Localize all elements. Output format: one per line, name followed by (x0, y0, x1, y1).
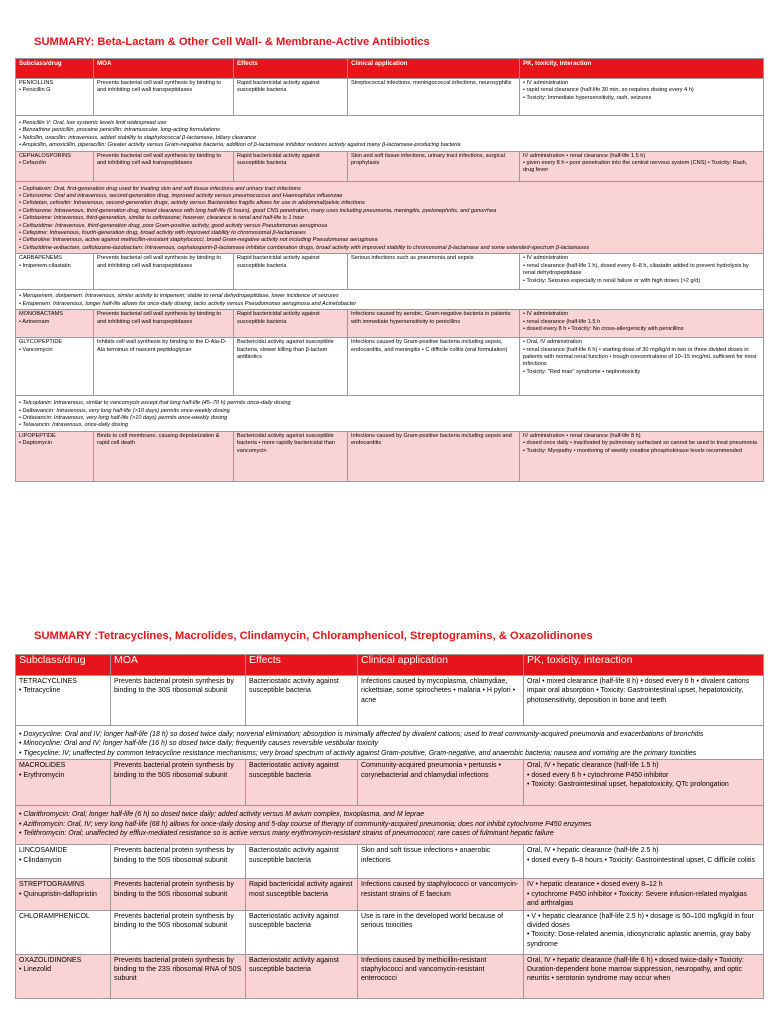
pk-cell (520, 151, 764, 181)
effects-cell: Bactericidal activity against susceptible bacteria, slower killing than β-lactam antibiotics (234, 338, 348, 396)
note-line: • Ertapenem: Intravenous, longer half-life allows for once-daily dosing, lacks activity versus Pseudomonas aeruginosa and Acinetobacter (19, 300, 357, 307)
notes-cell (16, 396, 764, 432)
note-line: • Ceftriaxone: Intravenous, third-generation drug, mixed clearance with long half-life (6 hours), good CNS penetration, many uses including pneumonia, meningitis, pyelonephritis, and gonorrhea (19, 207, 497, 214)
pk-cell: Oral, IV • hepatic clearance (half-life 6 h) • dosed twice-daily • Toxicity: Duration-dependent bone marrow suppression, neuropathy, and optic neuritis • serotonin syndrome may occur when (524, 954, 764, 998)
table-row-lincosamide (16, 845, 764, 879)
note-line: • Telavancin: Intravenous, once-daily dosing (19, 422, 129, 429)
pk-line: • Toxicity: Gastrointestinal upset, hepatotoxicity, QTc prolongation (527, 781, 729, 789)
pk-line: • IV administration (523, 255, 569, 262)
drug-name: • Clindamycin (19, 856, 62, 864)
drug-name: • Linezolid (19, 966, 52, 974)
summary1-table (15, 58, 764, 482)
moa-cell: Prevents bacterial protein synthesis by binding to the 50S ribosomal subunit (111, 760, 246, 806)
notes-row-cephalosporins (16, 181, 764, 254)
pk-line: • renal clearance (half-life 6 h) • starting dose of 30 mg/kg/d in two or three divided doses in patients with normal renal function • trough concentrations of 10–15 mcg/mL sufficient for most infections (523, 346, 757, 368)
pk-cell (524, 845, 764, 879)
clinical-cell: Infections caused by methicillin-resistant staphylococci and vancomycin-resistant enterococci (358, 954, 524, 998)
pk-cell (520, 79, 764, 116)
moa-cell: Prevents bacterial cell wall synthesis by binding to and inhibiting cell wall transpeptidases (94, 79, 234, 116)
moa-cell: Prevents bacterial protein synthesis by binding to the 50S ribosomal subunit (111, 910, 246, 954)
header-effects: Effects (234, 59, 348, 79)
moa-cell: Prevents bacterial protein synthesis by binding to the 23S ribosomal RNA of 50S subunit (111, 954, 246, 998)
clinical-cell: Streptococcal infections, meningococcal infections, neurosyphilis (348, 79, 520, 116)
table-row-penicillins (16, 79, 764, 116)
summary2-title: SUMMARY :Tetracyclines, Macrolides, Clindamycin, Chloramphenicol, Streptogramins, & Oxazolidinones (34, 630, 593, 642)
notes-cell (16, 290, 764, 310)
note-line: • Ceftaroline: Intravenous, active against methicillin-resistant staphylococci, broad Gram-negative activity not including Pseudomonas aeruginosa (19, 237, 378, 244)
table-row-streptogramins (16, 879, 764, 910)
header-clinical: Clinical application (358, 655, 524, 676)
effects-cell: Rapid bactericidal activity against susceptible bacteria (234, 254, 348, 290)
notes-cell (16, 116, 764, 152)
drug-name: • Cefazolin (19, 160, 46, 167)
clinical-cell: Infections caused by Gram-positive bacteria including sepsis, endocarditis, and meningitis • C difficile colitis (oral formulation) (348, 338, 520, 396)
effects-cell: Rapid bactericidal activity against most susceptible bacteria (246, 879, 358, 910)
subclass-name: MONOBACTAMS (19, 311, 64, 318)
table-row-glycopeptide (16, 338, 764, 396)
header-moa: MOA (111, 655, 246, 676)
summary1-title: SUMMARY: Beta-Lactam & Other Cell Wall- & Membrane-Active Antibiotics (34, 36, 430, 48)
drug-name: • Tetracycline (19, 687, 61, 695)
drug-name: • Daptomycin (19, 440, 53, 447)
notes-cell (16, 726, 764, 760)
pk-cell: Oral • mixed clearance (half-life 8 h) • dosed every 6 h • divalent cations impair oral absorption • Toxicity: Gastrointestinal upset, hepatotoxicity, photosensitivity, deposition in bone and teeth (524, 676, 764, 726)
subclass-cell (16, 845, 111, 879)
pk-line: • renal clearance (half-life 1 h), dosed every 6–8 h, cilastatin added to prevent hydrolysis by renal dehydropeptidase (523, 262, 749, 277)
pk-line: • Toxicity: Myopathy • monitoring of weekly creatine phosphokinase levels recommended (523, 447, 742, 454)
clinical-cell: Infections caused by mycoplasma, chlamydiae, rickettsiae, some spirochetes • malaria • H pylori • acne (358, 676, 524, 726)
moa-cell: Prevents bacterial protein synthesis by binding to the 30S ribosomal subunit (111, 676, 246, 726)
effects-cell: Bacteriostatic activity against susceptible bacteria (246, 676, 358, 726)
table-row-cephalosporins (16, 151, 764, 181)
effects-cell: Rapid bactericidal activity against susceptible bacteria (234, 151, 348, 181)
effects-cell: Rapid bactericidal activity against susceptible bacteria (234, 79, 348, 116)
subclass-cell (16, 879, 111, 910)
header-clinical: Clinical application (348, 59, 520, 79)
clinical-cell: Community-acquired pneumonia • pertussis • corynebacterial and chlamydial infections (358, 760, 524, 806)
pk-line: IV • hepatic clearance • dosed every 8–12 h (527, 881, 663, 889)
note-line: • Meropenem, doripenem: Intravenous, similar activity to imipenem; stable to renal dehydropeptidase, lower incidence of seizures (19, 293, 339, 300)
note-line: • Cefuroxime: Oral and intravenous, second-generation drug, improved activity versus pneumococcus and Haemophilus influenzae (19, 193, 343, 200)
pk-cell (524, 760, 764, 806)
drug-name: • Penicillin G (19, 87, 51, 94)
moa-cell: Prevents bacterial cell wall synthesis by binding to and inhibiting cell wall transpeptidases (94, 254, 234, 290)
clinical-cell: Skin and soft tissue infections • anaerobic infections (358, 845, 524, 879)
pk-line: Oral, IV • hepatic clearance (half-life 1.5 h) (527, 762, 659, 770)
pk-line: IV administration • renal clearance (half-life 8 h) (523, 432, 641, 439)
moa-cell: Binds to cell membrane, causing depolarization & rapid cell death (94, 431, 234, 481)
clinical-cell: Use is rare in the developed world because of serious toxicities (358, 910, 524, 954)
subclass-cell (16, 338, 94, 396)
pk-line: • Toxicity: Immediate hypersensitivity, rash, seizures (523, 94, 652, 101)
pk-line: • rapid renal clearance (half-life 30 min, so requires dosing every 4 h) (523, 87, 694, 94)
notes-cell (16, 181, 764, 254)
subclass-name: PENICILLINS (19, 80, 54, 86)
note-line: • Telcoplanin: Intravenous, similar to vancomycin except that long half-life (45–70 h) permits once-daily dosing (19, 400, 291, 407)
summary2-header-row (16, 655, 764, 676)
effects-cell: Bacteriostatic activity against susceptible bacteria (246, 845, 358, 879)
drug-name: • Vancomycin (19, 346, 53, 353)
header-pk: PK, toxicity, interaction (524, 655, 764, 676)
note-line: • Oritavancin: Intravenous, very long half-life (>10 days) permits once-weekly dosing (19, 414, 228, 421)
header-subclass: Subclass/drug (16, 59, 94, 79)
pk-cell (520, 431, 764, 481)
subclass-cell (16, 910, 111, 954)
note-line: • Minocycline: Oral and IV; longer half-life (16 h) so dosed twice daily; frequently causes reversible vestibular toxicity (19, 740, 379, 748)
clinical-cell: Infections caused by aerobic, Gram-negative bacteria in patients with immediate hypersensitivity to penicillins (348, 310, 520, 338)
drug-name: • Quinupristin-dalfopristin (19, 890, 97, 898)
table-row-macrolides (16, 760, 764, 806)
summary1-header-row (16, 59, 764, 79)
pk-cell (520, 254, 764, 290)
pk-line: • dosed every 6 h • cytochrome P450 inhibitor (527, 771, 669, 779)
note-line: • Ampicillin, amoxicillin, piperacillin: Greater activity versus Gram-negative bacteria; addition of β-lactamase inhibitor restores activity against many β-lactamase-producing bacteria (19, 142, 461, 149)
pk-line: • given every 8 h • poor penetration into the central nervous system (CNS) • Toxicity: Rash, drug fever (523, 160, 748, 174)
effects-cell: Rapid bactericidal activity against susceptible bacteria (234, 310, 348, 338)
clinical-cell: Infections caused by staphylococci or vancomycin-resistant strains of E faecium (358, 879, 524, 910)
header-moa: MOA (94, 59, 234, 79)
subclass-name: TETRACYCLINES (19, 678, 77, 685)
pk-line: • Toxicity: Seizures especially in renal failure or with high doses (>2 g/d) (523, 277, 701, 284)
pk-line: • Toxicity: "Red man" syndrome • nephrotoxicity (523, 368, 641, 375)
moa-cell: Prevents bacterial cell wall synthesis by binding to and inhibiting cell wall transpeptidases (94, 310, 234, 338)
pk-line: IV administration • renal clearance (half-life 1.5 h) (523, 152, 646, 159)
subclass-cell (16, 151, 94, 181)
header-effects: Effects (246, 655, 358, 676)
pk-line: • Oral, IV administration (523, 339, 582, 346)
subclass-name: OXAZOLIDINONES (19, 956, 82, 964)
pk-line: • dosed once daily • inactivated by pulmonary surfactant so cannot be used to treat pneumonia (523, 440, 758, 447)
pk-line: • dosed every 8 h • Toxicity: No cross-allergenicity with penicillins (523, 325, 684, 332)
note-line: • Cefepime: Intravenous, fourth-generation drug, broad activity with improved stability to chromosomal β-lactamases (19, 230, 306, 237)
subclass-name: CHLORAMPHENICOL (19, 912, 90, 920)
notes-row-glycopeptide (16, 396, 764, 432)
note-line: • Doxycycline: Oral and IV; longer half-life (18 h) so dosed twice daily; nonrenal elimination; absorption is minimally affected by divalent cations; used to treat community-acquired pneumonia and exacerbations of bronchitis (19, 731, 704, 738)
note-line: • Ceftazidime-avibactam, ceftolozane-tazobactam: Intravenous, cephalosporin-β-lactamase inhibitor combination drugs, broad activity with improved stability to chromosomal β-lactamase and some extended-spectrum β-lactamases (19, 244, 590, 251)
subclass-name: LINCOSAMIDE (19, 847, 68, 855)
note-line: • Dalbavancin: Intravenous, very long half-life (>10 days) permits once-weekly dosing (19, 407, 230, 414)
subclass-name: LIPOPEPTIDE (19, 432, 56, 439)
note-line: • Telithromycin: Oral; unaffected by efflux-mediated resistance so is active versus many erythromycin-resistant strains of pneumococci; rare cases of fulminant hepatic failure (19, 830, 554, 838)
drug-name: • Erythromycin (19, 771, 65, 779)
note-line: • Cefotaxime: Intravenous, third-generation, similar to ceftriaxone; however, clearance is renal and half-life is 1 hour (19, 215, 305, 222)
subclass-name: STREPTOGRAMINS (19, 881, 85, 889)
effects-cell: Bactericidal activity against susceptible bacteria • more rapidly bactericidal than vancomycin (234, 431, 348, 481)
header-pk: PK, toxicity, interaction (520, 59, 764, 79)
effects-cell: Bacteriostatic activity against susceptible bacteria (246, 910, 358, 954)
notes-row-macrolides (16, 806, 764, 845)
pk-cell (520, 338, 764, 396)
notes-cell (16, 806, 764, 845)
note-line: • Nafcillin, oxacillin: intravenous, added stability to staphylococcal β-lactamase, biliary clearance (19, 134, 257, 141)
header-subclass: Subclass/drug (16, 655, 111, 676)
pk-line: • IV administration (523, 80, 569, 86)
subclass-cell (16, 954, 111, 998)
moa-cell: Prevents bacterial protein synthesis by binding to the 50S ribosomal subunit (111, 879, 246, 910)
table-row-tetracyclines (16, 676, 764, 726)
clinical-cell: Infections caused by Gram-positive bacteria including sepsis and endocarditis (348, 431, 520, 481)
subclass-name: GLYCOPEPTIDE (19, 339, 63, 346)
table-row-lipopeptide (16, 431, 764, 481)
note-line: • Clarithromycin: Oral; longer half-life (6 h) so dosed twice daily; added activity versus M avium complex, toxoplasma, and M leprae (19, 811, 425, 819)
subclass-cell (16, 79, 94, 116)
note-line: • Benzathine penicillin, procaine penicillin: intramuscular, long-acting formulations (19, 127, 220, 134)
notes-row-carbapenems (16, 290, 764, 310)
subclass-cell (16, 310, 94, 338)
pk-cell (524, 879, 764, 910)
pk-line: Oral, IV • hepatic clearance (half-life 2.5 h) (527, 847, 659, 855)
subclass-cell (16, 676, 111, 726)
subclass-name: CEPHALOSPORINS (19, 152, 71, 159)
clinical-cell: Skin and soft tissue infections, urinary tract infections, surgical prophylaxis (348, 151, 520, 181)
table-row-chloramphenicol (16, 910, 764, 954)
table-row-oxazolidinones (16, 954, 764, 998)
pk-line: • cytochrome P450 inhibitor • Toxicity: Severe infusion-related myalgias and arthralgias (527, 890, 747, 908)
moa-cell: Inhibits cell wall synthesis by binding to the D-Ala-D-Ala terminus of nascent peptidoglycan (94, 338, 234, 396)
pk-line: • dosed every 6–8 hours • Toxicity: Gastrointestinal upset, C difficile colitis (527, 856, 755, 864)
moa-cell: Prevents bacterial cell wall synthesis by binding to and inhibiting cell wall transpeptidases (94, 151, 234, 181)
subclass-name: MACROLIDES (19, 762, 66, 770)
summary2-table (15, 654, 764, 999)
note-line: • Azithromycin: Oral, IV; very long half-life (68 h) allows for once-daily dosing and 5-day course of therapy of community-acquired pneumonia; does not inhibit cytochrome P450 enzymes (19, 820, 592, 828)
note-line: • Tigecycline: IV; unaffected by common tetracycline resistance mechanisms; very broad spectrum of activity against Gram-positive, Gram-negative, and anaerobic bacteria; nausea and vomiting are the primary toxicities (19, 749, 697, 757)
pk-cell (524, 910, 764, 954)
subclass-cell (16, 431, 94, 481)
table-row-monobactams (16, 310, 764, 338)
moa-cell: Prevents bacterial protein synthesis by binding to the 50S ribosomal subunit (111, 845, 246, 879)
drug-name: • Aztreonam (19, 318, 50, 325)
subclass-name: CARBAPENEMS (19, 255, 62, 262)
effects-cell: Bacteriostatic activity against susceptible bacteria (246, 760, 358, 806)
notes-row-tetracyclines (16, 726, 764, 760)
table-row-carbapenems (16, 254, 764, 290)
pk-line: • V • hepatic clearance (half-life 2.5 h) • dosage is 50–100 mg/kg/d in four divided doses (527, 912, 754, 930)
clinical-cell: Serious infections such as pneumonia and sepsis (348, 254, 520, 290)
pk-cell (520, 310, 764, 338)
note-line: • Ceftazidime: Intravenous, third-generation drug, poor Gram-positive activity, good activity versus Pseudomonas aeruginosa (19, 222, 328, 229)
effects-cell: Bacteriostatic activity against susceptible bacteria (246, 954, 358, 998)
pk-line: • IV administration (523, 311, 569, 318)
subclass-cell (16, 760, 111, 806)
note-line: • Cephalexin: Oral, first-generation drug used for treating skin and soft tissue infections and urinary tract infections (19, 185, 301, 192)
pk-line: • Toxicity: Dose-related anemia, idiosyncratic aplastic anemia, gray baby syndrome (527, 931, 751, 948)
note-line: • Cefotetan, cefoxitin: Intravenous, second-generation drugs, activity versus Bacteroides fragilis allows for use in abdominal/pelvic infections (19, 200, 365, 207)
pk-line: • renal clearance (half-life 1.5 h (523, 318, 601, 325)
subclass-cell (16, 254, 94, 290)
note-line: • Penicillin V: Oral, low systemic levels limit widespread use (19, 120, 167, 126)
drug-name: • Imipenem-cilastatin (19, 262, 71, 269)
notes-row-penicillins (16, 116, 764, 152)
